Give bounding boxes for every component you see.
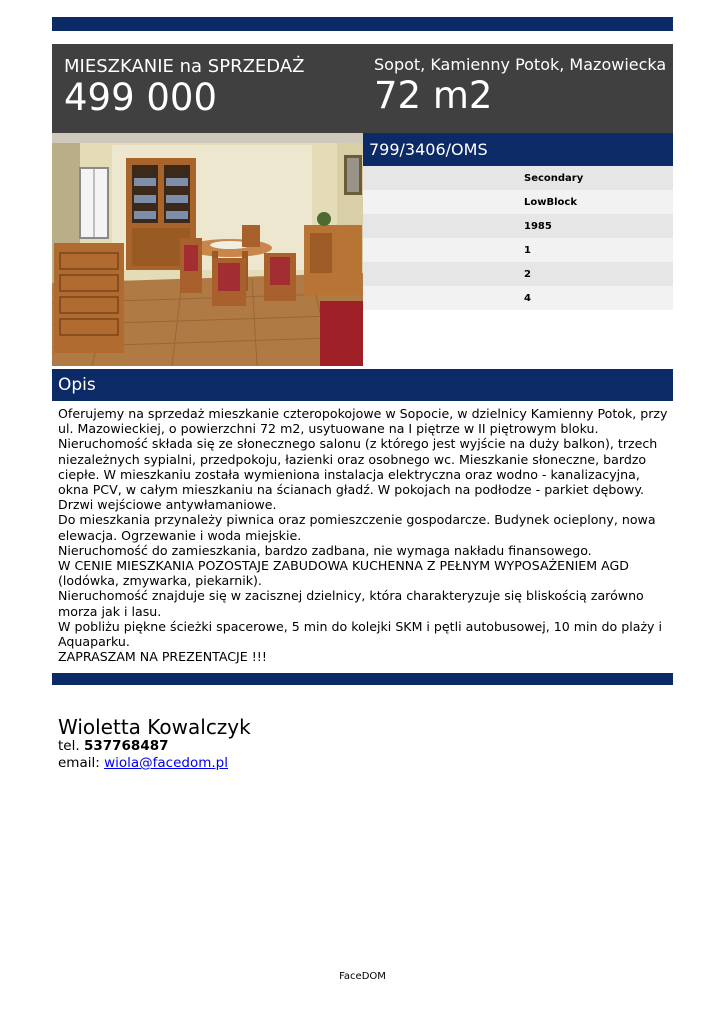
reference-number: 799/3406/OMS (369, 140, 488, 159)
listing-price: 499 000 (64, 76, 218, 119)
detail-value: Secondary (524, 173, 584, 184)
detail-row (363, 190, 673, 214)
description-paragraph: Do mieszkania przynależy piwnica oraz pomieszczenie gospodarcze. Budynek ocieplony, nowa elewacja. Ogrzewanie i woda miejskie. (58, 512, 656, 543)
detail-row (363, 214, 673, 238)
email-label: email: (58, 755, 100, 771)
agent-name: Wioletta Kowalczyk (58, 715, 251, 739)
description-paragraph: Nieruchomość do zamieszkania, bardzo zadbana, nie wymaga nakładu finansowego. (58, 542, 592, 558)
detail-value: 1985 (524, 221, 552, 232)
email-link[interactable]: wiola@facedom.pl (104, 755, 228, 771)
description-paragraph: Nieruchomość znajduje się w zacisznej dzielnicy, która charakteryzuje się bliskością zarówno morza jak i lasu. (58, 588, 644, 619)
detail-row (363, 166, 673, 190)
detail-row (363, 286, 673, 310)
detail-value: 2 (524, 269, 531, 280)
detail-value: 4 (524, 293, 531, 304)
detail-value: LowBlock (524, 197, 577, 208)
agent-phone (58, 738, 169, 754)
detail-row (363, 238, 673, 262)
description-paragraph: W CENIE MIESZKANIA POZOSTAJE ZABUDOWA KUCHENNA Z PEŁNYM WYPOSAŻENIEM AGD (lodówka, zmywarka, piekarnik). (58, 558, 629, 589)
detail-value: 1 (524, 245, 531, 256)
footer-brand: FaceDOM (339, 971, 386, 982)
listing-area: 72 m2 (374, 74, 493, 117)
description-paragraph: Nieruchomość składa się ze słonecznego salonu (z którego jest wyjście na duży balkon), trzech niezależnych sypialni, przedpokoju, łazienki oraz osobnego wc. Mieszkanie słoneczne, bardzo ciepłe. W mieszkaniu została wymieniona instalacja elektryczna oraz wodno - kanalizacyjna, okna PCV, w całym mieszkaniu na ścianach gładź. W pokojach na podłodze - parkiet dębowy. Drzwi wejściowe antywłamaniowe. (58, 436, 658, 513)
description-header (52, 369, 673, 401)
phone-number: 537768487 (83, 738, 169, 754)
listing-location: Sopot, Kamienny Potok, Mazowiecka (374, 55, 667, 74)
reference-bar (363, 133, 673, 166)
description-paragraph: W pobliżu piękne ścieżki spacerowe, 5 min do kolejki SKM i pętli autobusowej, 10 min do plaży i Aquaparku. (58, 618, 663, 650)
detail-row (363, 262, 673, 286)
description-paragraph: Oferujemy na sprzedaż mieszkanie czteropokojowe w Sopocie, w dzielnicy Kamienny Potok, przy ul. Mazowieckiej, o powierzchni 72 m2, usytuowane na I piętrze w II piętrowym bloku. (58, 406, 668, 437)
description-body (58, 406, 670, 664)
top-accent-bar (52, 17, 673, 31)
listing-type: MIESZKANIE na SPRZEDAŻ (64, 56, 305, 77)
description-title: Opis (58, 375, 96, 395)
listing-header (52, 44, 673, 133)
property-photo (52, 133, 363, 366)
phone-label: tel. (58, 738, 80, 754)
agent-email (58, 755, 228, 771)
bottom-accent-bar (52, 673, 673, 685)
description-paragraph: ZAPRASZAM NA PREZENTACJE !!! (58, 649, 267, 665)
